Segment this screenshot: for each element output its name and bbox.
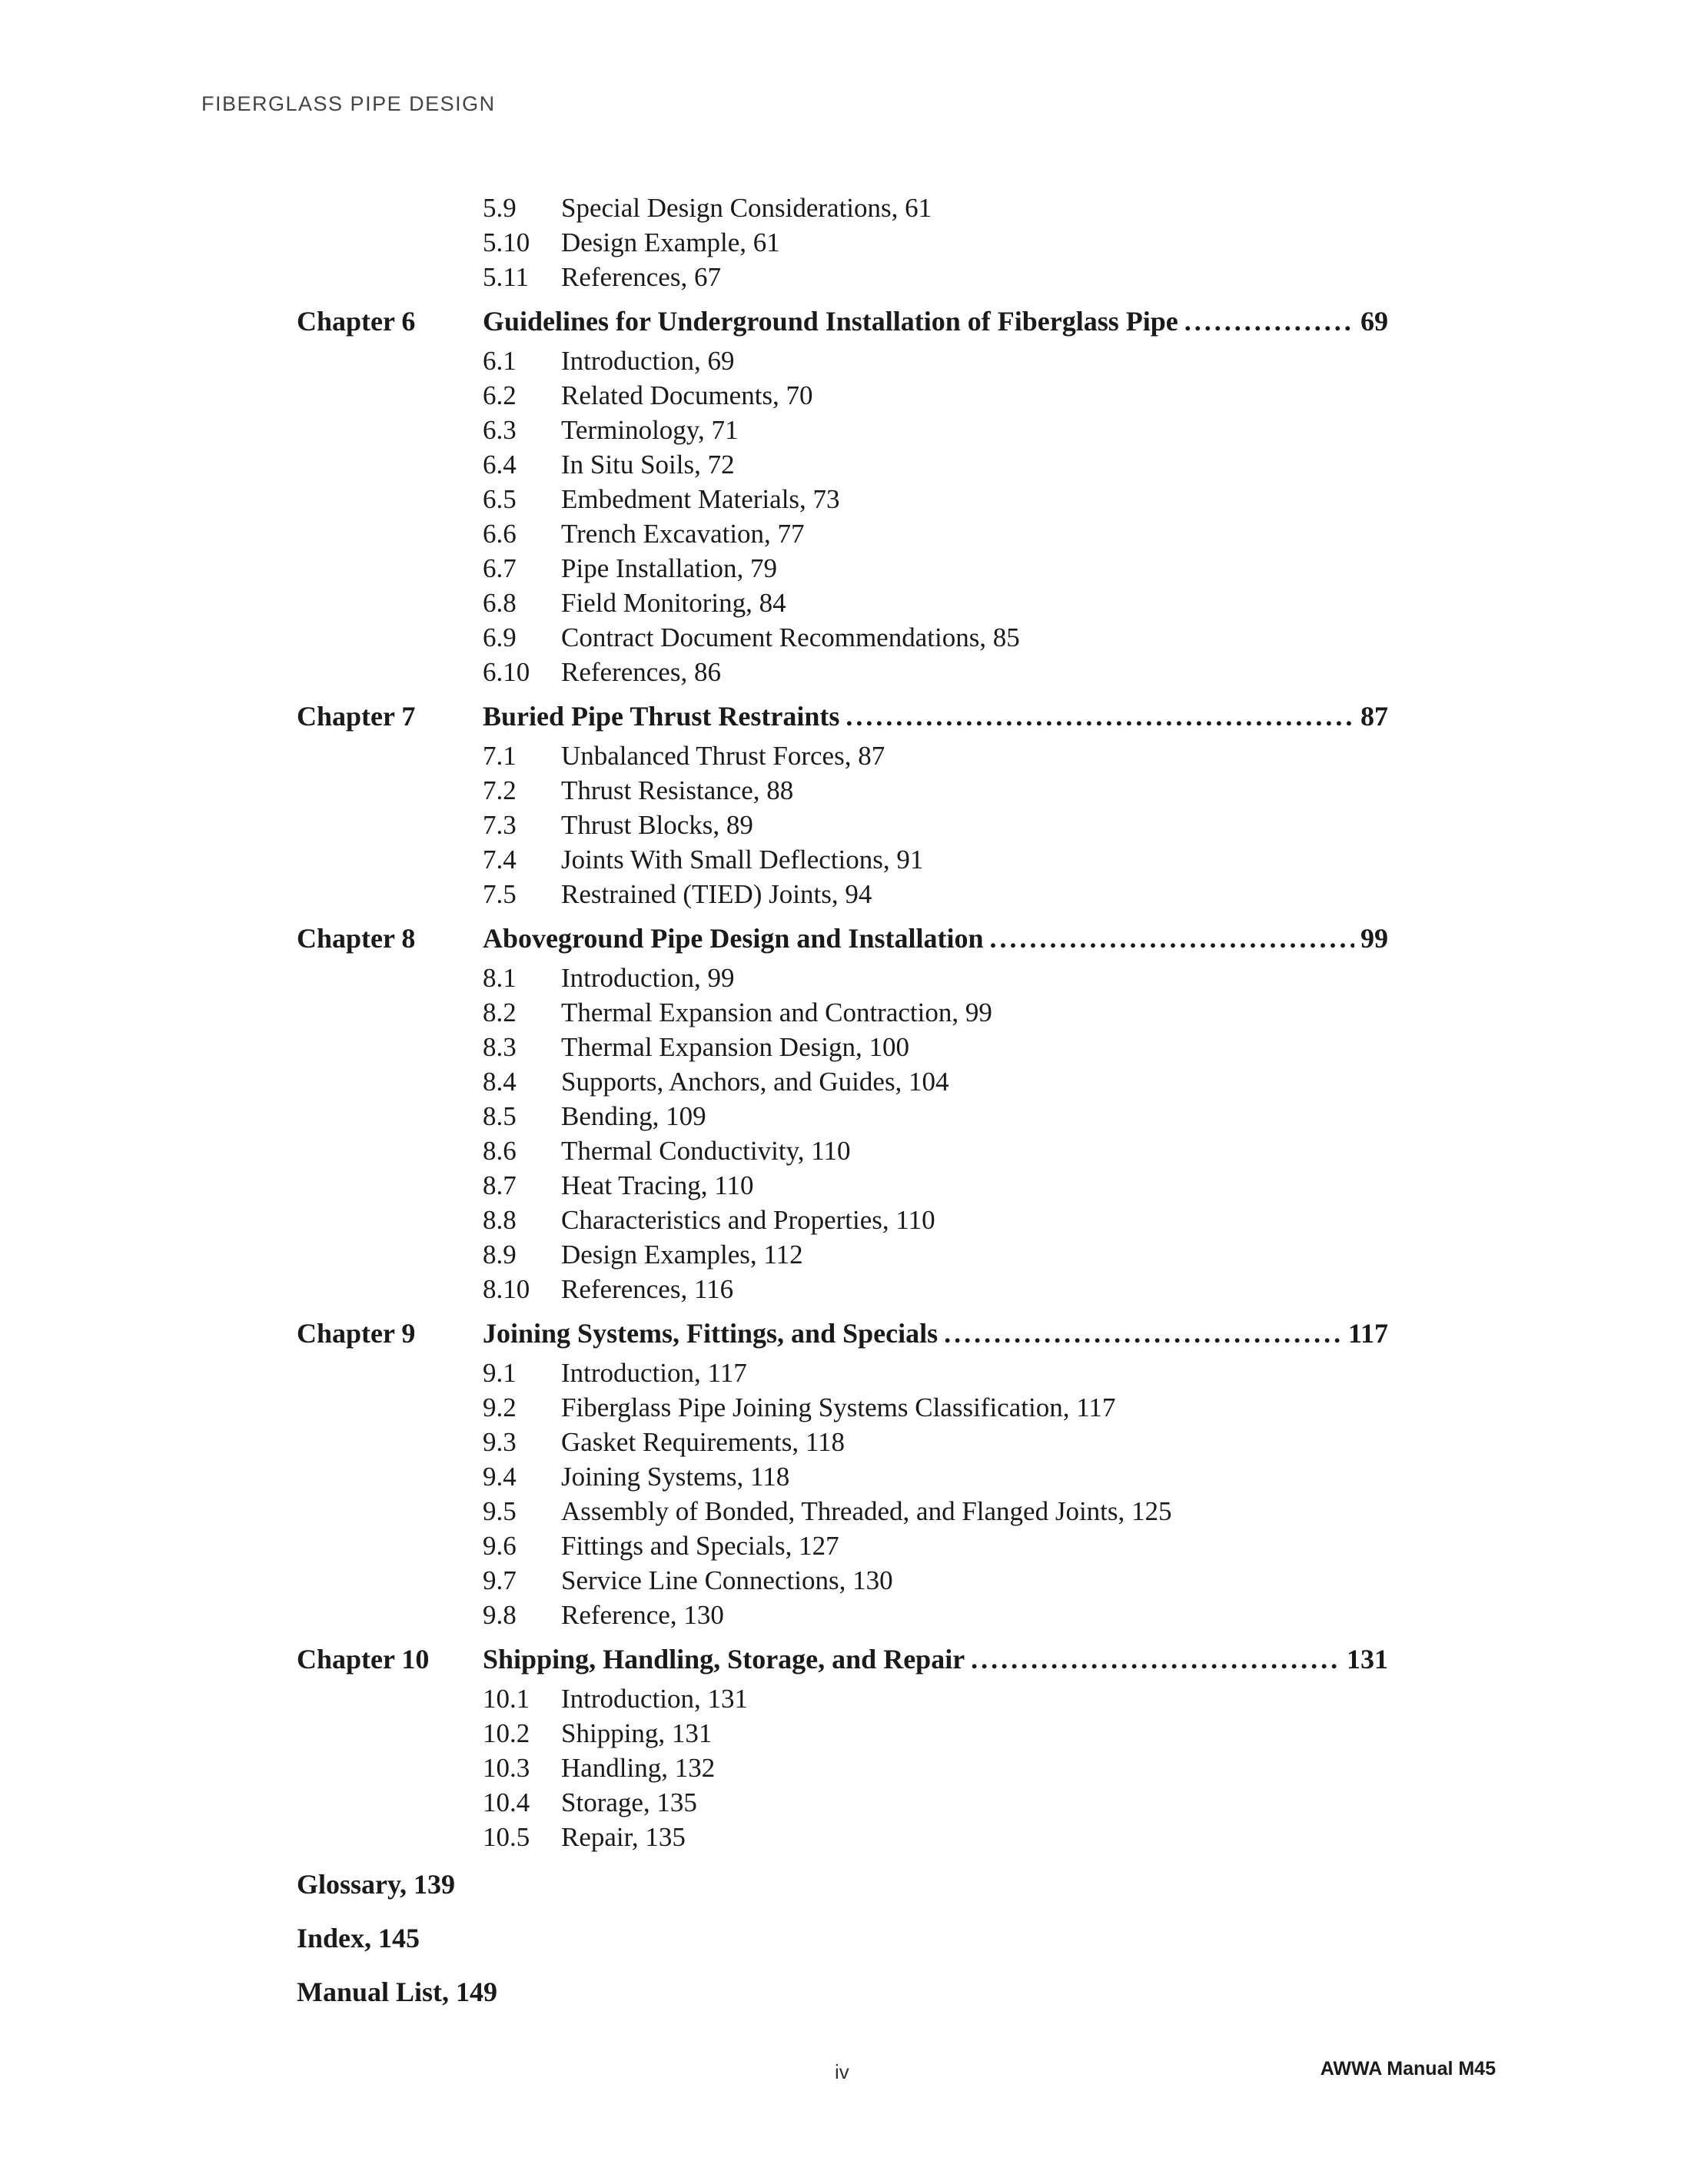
toc-section[interactable] bbox=[297, 1528, 1388, 1563]
section-title: Introduction, 69 bbox=[561, 346, 735, 376]
toc-section[interactable] bbox=[297, 773, 1388, 808]
toc-section[interactable] bbox=[297, 191, 1388, 225]
section-number: 8.2 bbox=[483, 997, 517, 1027]
section-title: Introduction, 117 bbox=[561, 1358, 747, 1388]
section-number: 7.2 bbox=[483, 775, 517, 805]
section-title: Embedment Materials, 73 bbox=[561, 484, 840, 514]
section-number: 6.4 bbox=[483, 450, 517, 480]
toc-section[interactable] bbox=[297, 655, 1388, 689]
section-number: 9.6 bbox=[483, 1531, 517, 1561]
toc-section[interactable] bbox=[297, 1598, 1388, 1632]
toc-section[interactable] bbox=[297, 551, 1388, 586]
continued-sections bbox=[297, 191, 1388, 294]
section-title: Design Examples, 112 bbox=[561, 1240, 803, 1270]
toc-section[interactable] bbox=[297, 586, 1388, 620]
chapter-title: Shipping, Handling, Storage, and Repair bbox=[483, 1644, 965, 1675]
section-title: Terminology, 71 bbox=[561, 415, 739, 445]
section-title: Design Example, 61 bbox=[561, 227, 780, 257]
chapter-page: 131 bbox=[1347, 1644, 1388, 1675]
section-title: Service Line Connections, 130 bbox=[561, 1565, 893, 1595]
section-title: Related Documents, 70 bbox=[561, 380, 813, 410]
toc-section[interactable] bbox=[297, 413, 1388, 447]
section-number: 6.7 bbox=[483, 553, 517, 583]
toc-section[interactable] bbox=[297, 877, 1388, 911]
section-number: 8.6 bbox=[483, 1136, 517, 1166]
toc-section[interactable] bbox=[297, 1168, 1388, 1203]
toc-section[interactable] bbox=[297, 1203, 1388, 1237]
section-number: 10.3 bbox=[483, 1753, 530, 1783]
section-number: 10.1 bbox=[483, 1684, 530, 1714]
chapter-page: 99 bbox=[1360, 923, 1388, 954]
section-title: Contract Document Recommendations, 85 bbox=[561, 622, 1020, 652]
section-number: 6.5 bbox=[483, 484, 517, 514]
chapter-heading[interactable] bbox=[297, 1641, 1388, 1677]
section-number: 6.2 bbox=[483, 380, 517, 410]
running-head: FIBERGLASS PIPE DESIGN bbox=[201, 92, 496, 115]
section-number: 10.4 bbox=[483, 1787, 530, 1817]
section-title: Thermal Expansion Design, 100 bbox=[561, 1032, 909, 1062]
toc-section[interactable] bbox=[297, 1133, 1388, 1168]
section-number: 8.5 bbox=[483, 1101, 517, 1131]
chapter-page: 117 bbox=[1347, 1318, 1388, 1349]
section-title: Storage, 135 bbox=[561, 1787, 697, 1817]
section-number: 6.8 bbox=[483, 588, 517, 618]
section-number: 8.1 bbox=[483, 963, 517, 993]
section-number: 6.10 bbox=[483, 657, 530, 687]
section-title: Reference, 130 bbox=[561, 1600, 724, 1630]
chapter-title: Aboveground Pipe Design and Installation bbox=[483, 923, 984, 954]
section-title: References, 67 bbox=[561, 262, 721, 292]
section-title: Unbalanced Thrust Forces, 87 bbox=[561, 741, 885, 771]
section-title: Fiberglass Pipe Joining Systems Classification, 117 bbox=[561, 1392, 1116, 1422]
toc-section[interactable] bbox=[297, 1064, 1388, 1099]
section-title: In Situ Soils, 72 bbox=[561, 450, 735, 480]
chapter-page: 69 bbox=[1360, 306, 1388, 337]
section-title: Bending, 109 bbox=[561, 1101, 706, 1131]
manual-label: AWWA Manual M45 bbox=[1320, 2058, 1496, 2079]
section-title: Restrained (TIED) Joints, 94 bbox=[561, 879, 872, 909]
toc-manual-list[interactable]: Manual List, 149 bbox=[297, 1977, 498, 2007]
toc-section[interactable] bbox=[297, 1272, 1388, 1306]
toc-section[interactable] bbox=[297, 620, 1388, 655]
section-title: Thrust Resistance, 88 bbox=[561, 775, 794, 805]
toc-section[interactable] bbox=[297, 225, 1388, 260]
dot-leader bbox=[971, 1641, 1341, 1677]
toc-section[interactable] bbox=[297, 1030, 1388, 1064]
chapter-title: Buried Pipe Thrust Restraints bbox=[483, 701, 840, 732]
toc-section[interactable] bbox=[297, 482, 1388, 516]
section-title: Fittings and Specials, 127 bbox=[561, 1531, 839, 1561]
section-number: 6.6 bbox=[483, 519, 517, 549]
dot-leader bbox=[1184, 304, 1354, 339]
toc-section[interactable] bbox=[297, 1820, 1388, 1854]
toc-index[interactable]: Index, 145 bbox=[297, 1923, 420, 1953]
chapter-8-group bbox=[297, 921, 1388, 1306]
section-title: Pipe Installation, 79 bbox=[561, 553, 777, 583]
chapter-7-group bbox=[297, 699, 1388, 911]
section-number: 8.10 bbox=[483, 1274, 530, 1304]
section-title: Thrust Blocks, 89 bbox=[561, 810, 753, 840]
chapter-6-group bbox=[297, 304, 1388, 689]
toc-section[interactable] bbox=[297, 1751, 1388, 1785]
toc-section[interactable] bbox=[297, 1681, 1388, 1716]
chapter-label: Chapter 6 bbox=[297, 306, 416, 337]
section-title: Introduction, 131 bbox=[561, 1684, 749, 1714]
section-number: 9.7 bbox=[483, 1565, 517, 1595]
dot-leader bbox=[944, 1316, 1342, 1351]
dot-leader bbox=[846, 699, 1354, 734]
section-number: 6.1 bbox=[483, 346, 517, 376]
section-number: 7.1 bbox=[483, 741, 517, 771]
toc-section[interactable] bbox=[297, 1425, 1388, 1459]
section-title: Supports, Anchors, and Guides, 104 bbox=[561, 1067, 949, 1097]
section-number: 6.3 bbox=[483, 415, 517, 445]
chapter-10-group bbox=[297, 1641, 1388, 1854]
toc-section[interactable] bbox=[297, 739, 1388, 773]
section-number: 8.9 bbox=[483, 1240, 517, 1270]
section-number: 5.10 bbox=[483, 227, 530, 257]
section-number: 9.8 bbox=[483, 1600, 517, 1630]
section-number: 9.1 bbox=[483, 1358, 517, 1388]
chapter-label: Chapter 8 bbox=[297, 923, 416, 954]
toc-section[interactable] bbox=[297, 378, 1388, 413]
toc-section[interactable] bbox=[297, 842, 1388, 877]
section-title: Characteristics and Properties, 110 bbox=[561, 1205, 935, 1235]
dot-leader bbox=[989, 921, 1354, 956]
section-title: Field Monitoring, 84 bbox=[561, 588, 786, 618]
chapter-label: Chapter 10 bbox=[297, 1644, 430, 1675]
section-title: Shipping, 131 bbox=[561, 1718, 713, 1748]
section-number: 8.8 bbox=[483, 1205, 517, 1235]
toc-glossary[interactable]: Glossary, 139 bbox=[297, 1869, 456, 1900]
section-title: Thermal Expansion and Contraction, 99 bbox=[561, 997, 992, 1027]
section-title: Handling, 132 bbox=[561, 1753, 716, 1783]
section-title: Special Design Considerations, 61 bbox=[561, 193, 932, 223]
back-matter bbox=[297, 1867, 1388, 2010]
toc-section[interactable] bbox=[297, 260, 1388, 294]
toc-section[interactable] bbox=[297, 1237, 1388, 1272]
toc-section[interactable] bbox=[297, 1494, 1388, 1528]
chapter-heading[interactable] bbox=[297, 699, 1388, 734]
toc-section[interactable] bbox=[297, 447, 1388, 482]
section-title: Joints With Small Deflections, 91 bbox=[561, 845, 924, 875]
section-title: Gasket Requirements, 118 bbox=[561, 1427, 846, 1457]
toc-section[interactable] bbox=[297, 516, 1388, 551]
page-number: iv bbox=[835, 2060, 849, 2083]
section-number: 6.9 bbox=[483, 622, 517, 652]
section-title: Repair, 135 bbox=[561, 1822, 686, 1852]
toc-section[interactable] bbox=[297, 1785, 1388, 1820]
section-title: Introduction, 99 bbox=[561, 963, 735, 993]
chapter-heading[interactable] bbox=[297, 1316, 1388, 1351]
toc-section[interactable] bbox=[297, 808, 1388, 842]
section-number: 7.4 bbox=[483, 845, 517, 875]
section-number: 10.5 bbox=[483, 1822, 530, 1852]
toc-section[interactable] bbox=[297, 995, 1388, 1030]
section-title: Assembly of Bonded, Threaded, and Flanged Joints, 125 bbox=[561, 1496, 1172, 1526]
toc-section[interactable] bbox=[297, 1459, 1388, 1494]
section-number: 9.3 bbox=[483, 1427, 517, 1457]
section-title: Trench Excavation, 77 bbox=[561, 519, 805, 549]
section-number: 7.3 bbox=[483, 810, 517, 840]
chapter-9-group bbox=[297, 1316, 1388, 1632]
section-number: 8.4 bbox=[483, 1067, 517, 1097]
toc-section[interactable] bbox=[297, 344, 1388, 378]
section-number: 5.11 bbox=[483, 262, 529, 292]
section-number: 8.7 bbox=[483, 1170, 517, 1200]
toc-section[interactable] bbox=[297, 1390, 1388, 1425]
section-number: 9.4 bbox=[483, 1462, 517, 1492]
section-title: References, 86 bbox=[561, 657, 721, 687]
chapter-heading[interactable] bbox=[297, 304, 1388, 339]
chapter-page: 87 bbox=[1360, 701, 1388, 732]
section-number: 8.3 bbox=[483, 1032, 517, 1062]
section-number: 7.5 bbox=[483, 879, 517, 909]
chapter-title: Guidelines for Underground Installation of Fiberglass Pipe bbox=[483, 306, 1178, 337]
section-number: 9.5 bbox=[483, 1496, 517, 1526]
chapter-label: Chapter 7 bbox=[297, 701, 416, 732]
section-title: Heat Tracing, 110 bbox=[561, 1170, 754, 1200]
chapter-heading[interactable] bbox=[297, 921, 1388, 956]
toc-section[interactable] bbox=[297, 1099, 1388, 1133]
section-number: 9.2 bbox=[483, 1392, 517, 1422]
toc-section[interactable] bbox=[297, 1356, 1388, 1390]
section-number: 5.9 bbox=[483, 193, 517, 223]
toc-section[interactable] bbox=[297, 961, 1388, 995]
toc-section[interactable] bbox=[297, 1563, 1388, 1598]
chapter-title: Joining Systems, Fittings, and Specials bbox=[483, 1318, 939, 1349]
section-title: Thermal Conductivity, 110 bbox=[561, 1136, 851, 1166]
table-of-contents bbox=[297, 191, 1388, 2010]
chapter-label: Chapter 9 bbox=[297, 1318, 416, 1349]
toc-section[interactable] bbox=[297, 1716, 1388, 1751]
section-number: 10.2 bbox=[483, 1718, 530, 1748]
section-title: References, 116 bbox=[561, 1274, 734, 1304]
section-title: Joining Systems, 118 bbox=[561, 1462, 790, 1492]
